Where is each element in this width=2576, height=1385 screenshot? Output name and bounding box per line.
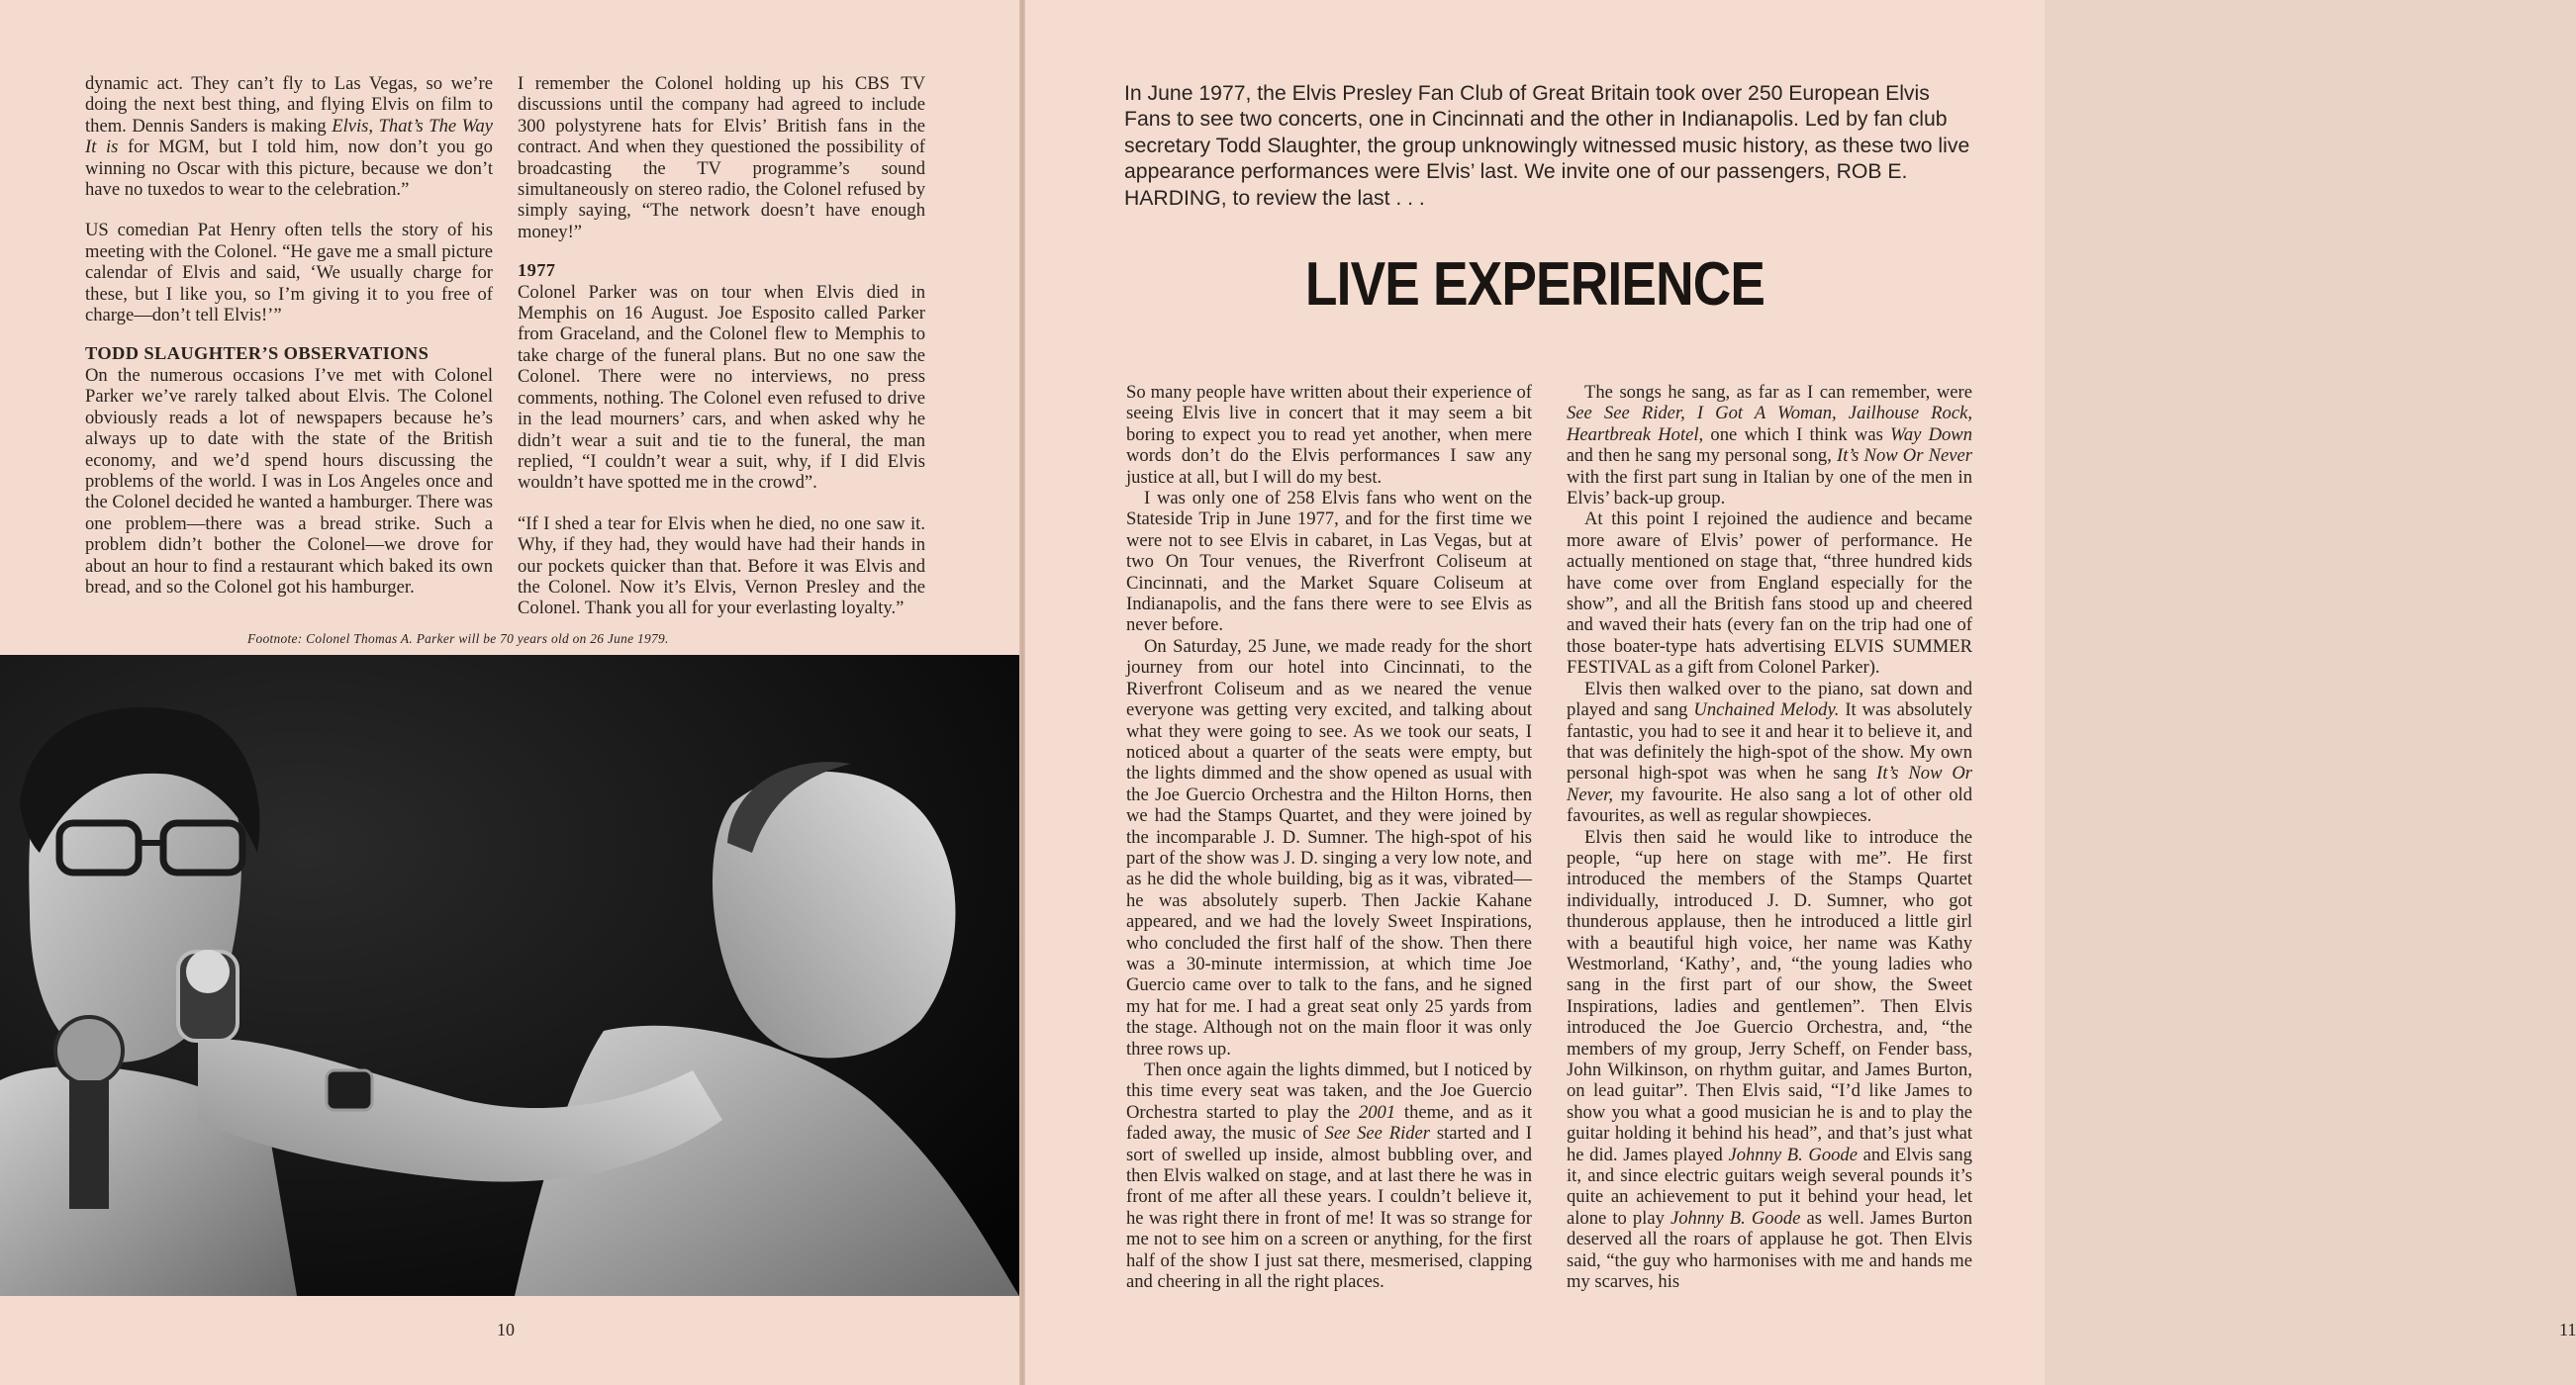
paragraph: At this point I rejoined the audience and became more aware of Elvis’ power of performance. He actually mentioned on stage that, “three hundred kids have come over from England especially for the show”, and all the British fans stood up and cheered and waved their hats (every fan on the trip had one of those boater-type hats advertising ELVIS SUMMER FESTIVAL as a gift from Colonel Parker). [1567,508,1972,679]
paragraph: dynamic act. They can’t fly to Las Vegas, so we’re doing the next best thing, and flying Elvis on film to them. Dennis Sanders is making Elvis, That’s The Way It is for MGM, but I told him, now don’t you go winning no Oscar with this picture, because we don’t have no tuxedos to wear to the celebration.” [85,73,493,201]
paragraph: Elvis then walked over to the piano, sat down and played and sang Unchained Melody. It was absolutely fantastic, you had to see it and hear it to believe it, and that was definitely the high-spot of the show. My own personal high-spot was when he sang It’s Now Or Never, my favourite. He also sang a lot of other old favourites, as well as regular showpieces. [1567,678,1973,827]
right-column-2 [1567,382,1972,1292]
left-page [0,0,1019,1385]
paragraph: So many people have written about their experience of seeing Elvis live in concert that it may seem a bit boring to expect you to read yet another, when mere words don’t do the Elvis performances I saw any justice at all, but I will do my best. [1126,382,1532,488]
section-heading: 1977 [518,260,556,281]
left-column-2 [518,73,925,619]
paragraph: On the numerous occasions I’ve met with Colonel Parker we’ve rarely talked about Elvis. The Colonel obviously reads a lot of newspapers because he’s always up to date with the state of the British economy, and we’d spend hours discussing the problems of the world. I was in Los Angeles once and the Colonel decided he wanted a hamburger. There was one problem—there was a bread strike. Such a problem didn’t bother the Colonel—we drove for about an hour to find a restaurant which baked its own bread, and so the Colonel got his hamburger. [85,364,493,598]
paragraph: On Saturday, 25 June, we made ready for the short journey from our hotel into Cincinnati, to the Riverfront Coliseum and as we neared the venue everyone was getting very excited, and talking about what they were going to see. As we took our seats, I noticed about a quarter of the seats were empty, but the lights dimmed and the show opened as usual with the Joe Guercio Orchestra and the Hilton Horns, then we had the Stamps Quartet, and they were joined by the incomparable J. D. Sumner. The high-spot of his part of the show was J. D. singing a very low note, and as he did the whole building, big as it was, vibrated—he was absolutely superb. Then Jackie Kahane appeared, and we had the lovely Sweet Inspirations, who concluded the first half of the show. Then there was a 30-minute intermission, at which time Joe Guercio came over to talk to the fans, and he signed my hat for me. I had a great seat only 25 yards from the stage. Although not on the main floor it was only three rows up. [1126,635,1532,1060]
paragraph: “If I shed a tear for Elvis when he died, no one saw it. Why, if they had, they would have had their hands in our pockets quicker than that. Before it was Elvis and the Colonel. Now it’s Elvis, Vernon Presley and the Colonel. Thank you all for your everlasting loyalty.” [518,512,925,619]
page-number: 11 [2559,1320,2576,1339]
paragraph: Then once again the lights dimmed, but I noticed by this time every seat was taken, and the Joe Guercio Orchestra started to play the 2001 theme, and as it faded away, the music of See See Rider started and I sort of swelled up inside, almost bubbling over, and then Elvis walked on stage, and at last there he was in front of me after all these years. I couldn’t believe it, he was right there in front of me! It was so strange for me not to see him on a screen or anything, for the first half of the show I just sat there, mesmerised, clapping and cheering in all the right places. [1126,1060,1533,1293]
article-headline: LIVE EXPERIENCE [1304,250,1765,319]
paragraph: US comedian Pat Henry often tells the story of his meeting with the Colonel. “He gave me a small picture calendar of Elvis and said, ‘We usually charge for these, but I like you, so I’m giving it to you free of charge—don’t tell Elvis!’” [85,220,493,326]
footnote: Footnote: Colonel Thomas A. Parker will be 70 years old on 26 June 1979. [247,631,669,646]
left-column-1 [85,73,493,598]
photo-illustration [0,655,1019,1296]
paragraph: Colonel Parker was on tour when Elvis died in Memphis on 16 August. Joe Esposito called Parker from Graceland, and the Colonel flew to Memphis to take charge of the funeral plans. But no one saw the Colonel. There were no interviews, no press comments, nothing. The Colonel even refused to drive in the lead mourners’ cars, and when asked why he didn’t wear a suit and tie to the funeral, the man replied, “I couldn’t wear a suit, why, if I did Elvis wouldn’t have spotted me in the crowd”. [518,281,925,494]
paragraph: The songs he sang, as far as I can remember, were See See Rider, I Got A Woman, Jailhouse Rock, Heartbreak Hotel, one which I think was Way Down and then he sang my personal song, It’s Now Or Never with the first part sung in Italian by one of the men in Elvis’ back-up group. [1567,382,1972,509]
right-column-1 [1126,382,1532,1292]
paragraph: I was only one of 258 Elvis fans who went on the Stateside Trip in June 1977, and for the first time we were not to see Elvis in cabaret, in Las Vegas, but at two On Tour venues, the Riverfront Coliseum at Cincinnati, and the Market Square Coliseum at Indianapolis, and the fans there were to see Elvis as never before. [1126,488,1532,636]
intro-paragraph: In June 1977, the Elvis Presley Fan Club of Great Britain took over 250 European Elvis Fans to see two concerts, one in Cincinnati and the other in Indianapolis. Led by fan club secretary Todd Slaughter, the group unknowingly witnessed music history, as these two live appearance performances were Elvis’ last. We invite one of our passengers, ROB E. HARDING, to review the last . . . [1124,82,1970,210]
paragraph: I remember the Colonel holding up his CBS TV discussions until the company had agreed to include 300 polystyrene hats for Elvis’ British fans in the contract. And when they questioned the possibility of broadcasting the TV programme’s sound simultaneously on stereo radio, the Colonel refused by simply saying, “The network doesn’t have enough money!” [518,73,925,242]
paragraph: Elvis then said he would like to introduce the people, “up here on stage with me”. He first introduced the members of the Stamps Quartet individually, introduced J. D. Sumner, who got thunderous applause, then he introduced a little girl with a beautiful high voice, her name was Kathy Westmorland, ‘Kathy’, and, “the young ladies who sang in the first part of our show, the Sweet Inspirations, ladies and gentlemen”. Then Elvis introduced the Joe Guercio Orchestra, and, “the members of my group, Jerry Scheff, on Fender bass, John Wilkinson, on rhythm guitar, and James Burton, on lead guitar”. Then Elvis said, “I’d like James to show you what a good musician he is and to play the guitar holding it behind his head”, and that’s just what he did. James played Johnny B. Goode and Elvis sang it, and since electric guitars weigh several pounds it’s quite an achievement to put it behind your head, let alone to play Johnny B. Goode as well. James Burton deserved all the roars of applause he got. Then Elvis said, “the guy who harmonises with me and hands me my scarves, his [1567,826,1972,1293]
section-heading: TODD SLAUGHTER’S OBSERVATIONS [85,343,429,364]
photograph [0,655,1019,1296]
page-number: 10 [497,1320,515,1339]
